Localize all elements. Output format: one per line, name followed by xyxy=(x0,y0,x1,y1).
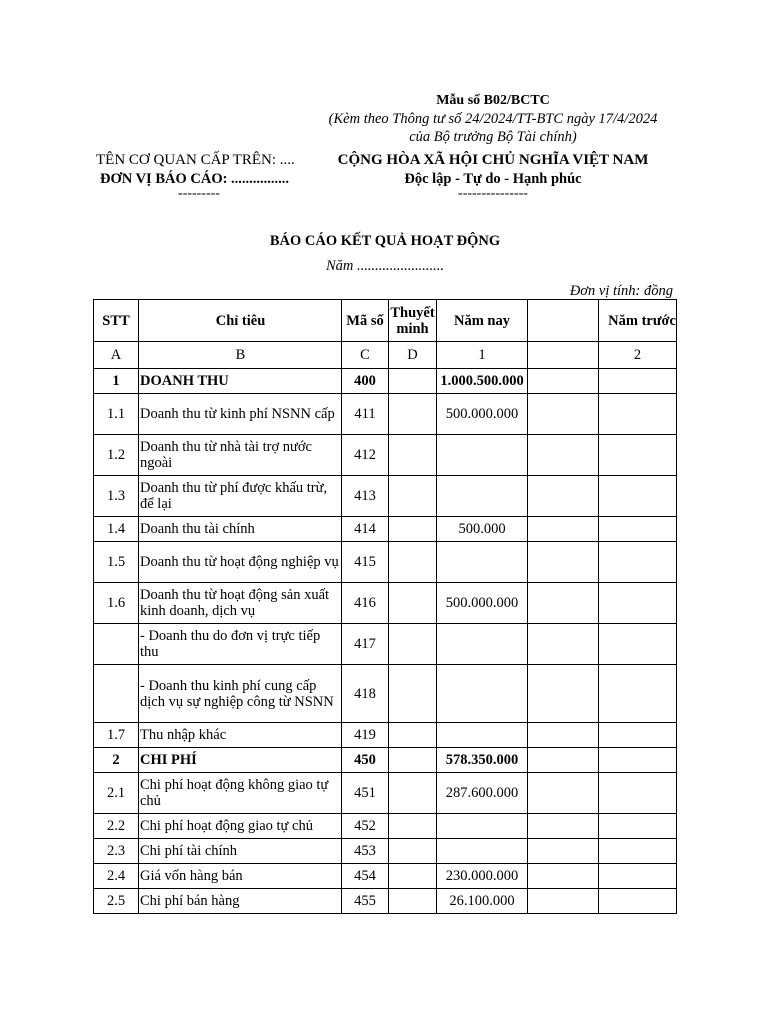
header-indicator: Chỉ tiêu xyxy=(139,300,342,342)
key-previous: 2 xyxy=(599,342,677,369)
results-table xyxy=(93,299,677,914)
ministry-reference: của Bộ trưởng Bộ Tài chính) xyxy=(409,129,577,145)
row-previous-year xyxy=(599,624,677,665)
row-indicator: Doanh thu từ nhà tài trợ nước ngoài xyxy=(139,435,342,476)
row-indicator: Doanh thu từ hoạt động nghiệp vụ xyxy=(139,542,342,583)
row-previous-year xyxy=(599,369,677,394)
row-indicator: Chi phí hoạt động giao tự chủ xyxy=(139,814,342,839)
report-title: BÁO CÁO KẾT QUẢ HOẠT ĐỘNG xyxy=(269,233,501,249)
key-stt: A xyxy=(94,342,139,369)
row-spacer xyxy=(528,435,599,476)
right-divider: --------------- xyxy=(458,186,528,201)
row-current-year xyxy=(437,435,528,476)
row-previous-year xyxy=(599,542,677,583)
row-stt: 1.6 xyxy=(94,583,139,624)
row-stt xyxy=(94,624,139,665)
row-note xyxy=(389,723,437,748)
header-spacer xyxy=(528,300,599,342)
row-previous-year xyxy=(599,773,677,814)
row-spacer xyxy=(528,542,599,583)
table-row xyxy=(94,624,677,665)
row-indicator: Giá vốn hàng bán xyxy=(139,864,342,889)
row-spacer xyxy=(528,814,599,839)
row-stt: 1.3 xyxy=(94,476,139,517)
header-code: Mã số xyxy=(342,300,389,342)
row-spacer xyxy=(528,864,599,889)
row-stt: 1.1 xyxy=(94,394,139,435)
table-row xyxy=(94,542,677,583)
table-row xyxy=(94,665,677,723)
row-code: 411 xyxy=(342,394,389,435)
row-indicator: Doanh thu từ kinh phí NSNN cấp xyxy=(139,394,342,435)
column-key-row xyxy=(94,342,677,369)
row-previous-year xyxy=(599,748,677,773)
key-note: D xyxy=(389,342,437,369)
header-note: Thuyết minh xyxy=(389,300,437,342)
row-code: 414 xyxy=(342,517,389,542)
header-stt: STT xyxy=(94,300,139,342)
row-previous-year xyxy=(599,723,677,748)
row-indicator: - Doanh thu kinh phí cung cấp dịch vụ sự nghiệp công từ NSNN xyxy=(139,665,342,723)
row-spacer xyxy=(528,723,599,748)
row-stt: 2.1 xyxy=(94,773,139,814)
superior-agency-label: TÊN CƠ QUAN CẤP TRÊN: .... xyxy=(96,152,295,168)
row-spacer xyxy=(528,517,599,542)
row-current-year xyxy=(437,624,528,665)
header-row xyxy=(94,300,677,342)
table-row xyxy=(94,369,677,394)
row-stt: 2.2 xyxy=(94,814,139,839)
row-current-year: 287.600.000 xyxy=(437,773,528,814)
key-current: 1 xyxy=(437,342,528,369)
row-stt: 1 xyxy=(94,369,139,394)
table-row xyxy=(94,889,677,914)
row-previous-year xyxy=(599,814,677,839)
row-note xyxy=(389,665,437,723)
row-spacer xyxy=(528,773,599,814)
row-indicator: Chi phí hoạt động không giao tự chủ xyxy=(139,773,342,814)
national-motto: Độc lập - Tự do - Hạnh phúc xyxy=(404,171,582,187)
row-note xyxy=(389,517,437,542)
row-note xyxy=(389,814,437,839)
row-note xyxy=(389,748,437,773)
row-spacer xyxy=(528,583,599,624)
row-code: 455 xyxy=(342,889,389,914)
row-indicator: DOANH THU xyxy=(139,369,342,394)
table-row xyxy=(94,583,677,624)
row-stt: 2.4 xyxy=(94,864,139,889)
row-spacer xyxy=(528,394,599,435)
row-note xyxy=(389,773,437,814)
row-code: 451 xyxy=(342,773,389,814)
table-row xyxy=(94,394,677,435)
table-row xyxy=(94,435,677,476)
national-title: CỘNG HÒA XÃ HỘI CHỦ NGHĨA VIỆT NAM xyxy=(337,152,649,168)
row-note xyxy=(389,435,437,476)
row-note xyxy=(389,889,437,914)
row-spacer xyxy=(528,748,599,773)
row-note xyxy=(389,542,437,583)
row-code: 400 xyxy=(342,369,389,394)
table-row xyxy=(94,723,677,748)
row-stt: 1.4 xyxy=(94,517,139,542)
row-current-year xyxy=(437,723,528,748)
row-previous-year xyxy=(599,435,677,476)
row-current-year: 1.000.500.000 xyxy=(437,369,528,394)
row-indicator: Chi phí bán hàng xyxy=(139,889,342,914)
row-code: 417 xyxy=(342,624,389,665)
row-spacer xyxy=(528,476,599,517)
row-note xyxy=(389,864,437,889)
row-code: 418 xyxy=(342,665,389,723)
row-code: 412 xyxy=(342,435,389,476)
row-stt: 1.5 xyxy=(94,542,139,583)
key-spacer xyxy=(528,342,599,369)
form-number: Mẫu số B02/BCTC xyxy=(436,93,550,108)
row-code: 415 xyxy=(342,542,389,583)
row-current-year: 500.000.000 xyxy=(437,394,528,435)
row-current-year xyxy=(437,839,528,864)
row-previous-year xyxy=(599,864,677,889)
row-indicator: Chi phí tài chính xyxy=(139,839,342,864)
header-current-year: Năm nay xyxy=(437,300,528,342)
row-note xyxy=(389,394,437,435)
row-previous-year xyxy=(599,476,677,517)
row-stt: 1.2 xyxy=(94,435,139,476)
table-row xyxy=(94,476,677,517)
header-previous-year: Năm trước xyxy=(599,300,677,342)
row-current-year xyxy=(437,476,528,517)
row-code: 416 xyxy=(342,583,389,624)
report-year: Năm ........................ xyxy=(325,258,445,274)
row-previous-year xyxy=(599,889,677,914)
row-indicator: Doanh thu tài chính xyxy=(139,517,342,542)
row-current-year xyxy=(437,665,528,723)
table-row xyxy=(94,773,677,814)
row-previous-year xyxy=(599,583,677,624)
row-spacer xyxy=(528,839,599,864)
row-current-year: 500.000.000 xyxy=(437,583,528,624)
row-note xyxy=(389,583,437,624)
table-row xyxy=(94,517,677,542)
row-code: 450 xyxy=(342,748,389,773)
circular-reference: (Kèm theo Thông tư số 24/2024/TT-BTC ngày 17/4/2024 xyxy=(328,111,658,127)
currency-unit-note: Đơn vị tính: đồng xyxy=(569,283,673,299)
key-indicator: B xyxy=(139,342,342,369)
row-previous-year xyxy=(599,394,677,435)
row-current-year xyxy=(437,814,528,839)
row-previous-year xyxy=(599,665,677,723)
table-row xyxy=(94,814,677,839)
row-spacer xyxy=(528,369,599,394)
row-stt: 2.5 xyxy=(94,889,139,914)
row-stt xyxy=(94,665,139,723)
row-code: 452 xyxy=(342,814,389,839)
row-spacer xyxy=(528,665,599,723)
row-current-year xyxy=(437,542,528,583)
row-note xyxy=(389,369,437,394)
row-code: 413 xyxy=(342,476,389,517)
row-stt: 2.3 xyxy=(94,839,139,864)
row-indicator: Thu nhập khác xyxy=(139,723,342,748)
row-indicator: Doanh thu từ phí được khấu trừ, để lại xyxy=(139,476,342,517)
row-spacer xyxy=(528,889,599,914)
row-code: 453 xyxy=(342,839,389,864)
reporting-unit-label: ĐƠN VỊ BÁO CÁO: ................ xyxy=(100,171,290,187)
row-indicator: - Doanh thu do đơn vị trực tiếp thu xyxy=(139,624,342,665)
row-indicator: Doanh thu từ hoạt động sản xuất kinh doanh, dịch vụ xyxy=(139,583,342,624)
row-current-year: 500.000 xyxy=(437,517,528,542)
row-previous-year xyxy=(599,517,677,542)
table-row xyxy=(94,864,677,889)
row-spacer xyxy=(528,624,599,665)
row-current-year: 230.000.000 xyxy=(437,864,528,889)
row-previous-year xyxy=(599,839,677,864)
key-code: C xyxy=(342,342,389,369)
row-note xyxy=(389,839,437,864)
row-current-year: 26.100.000 xyxy=(437,889,528,914)
left-divider: --------- xyxy=(178,186,220,201)
table-row xyxy=(94,839,677,864)
row-code: 454 xyxy=(342,864,389,889)
row-stt: 2 xyxy=(94,748,139,773)
row-note xyxy=(389,476,437,517)
row-indicator: CHI PHÍ xyxy=(139,748,342,773)
row-note xyxy=(389,624,437,665)
row-stt: 1.7 xyxy=(94,723,139,748)
table-row xyxy=(94,748,677,773)
row-code: 419 xyxy=(342,723,389,748)
row-current-year: 578.350.000 xyxy=(437,748,528,773)
